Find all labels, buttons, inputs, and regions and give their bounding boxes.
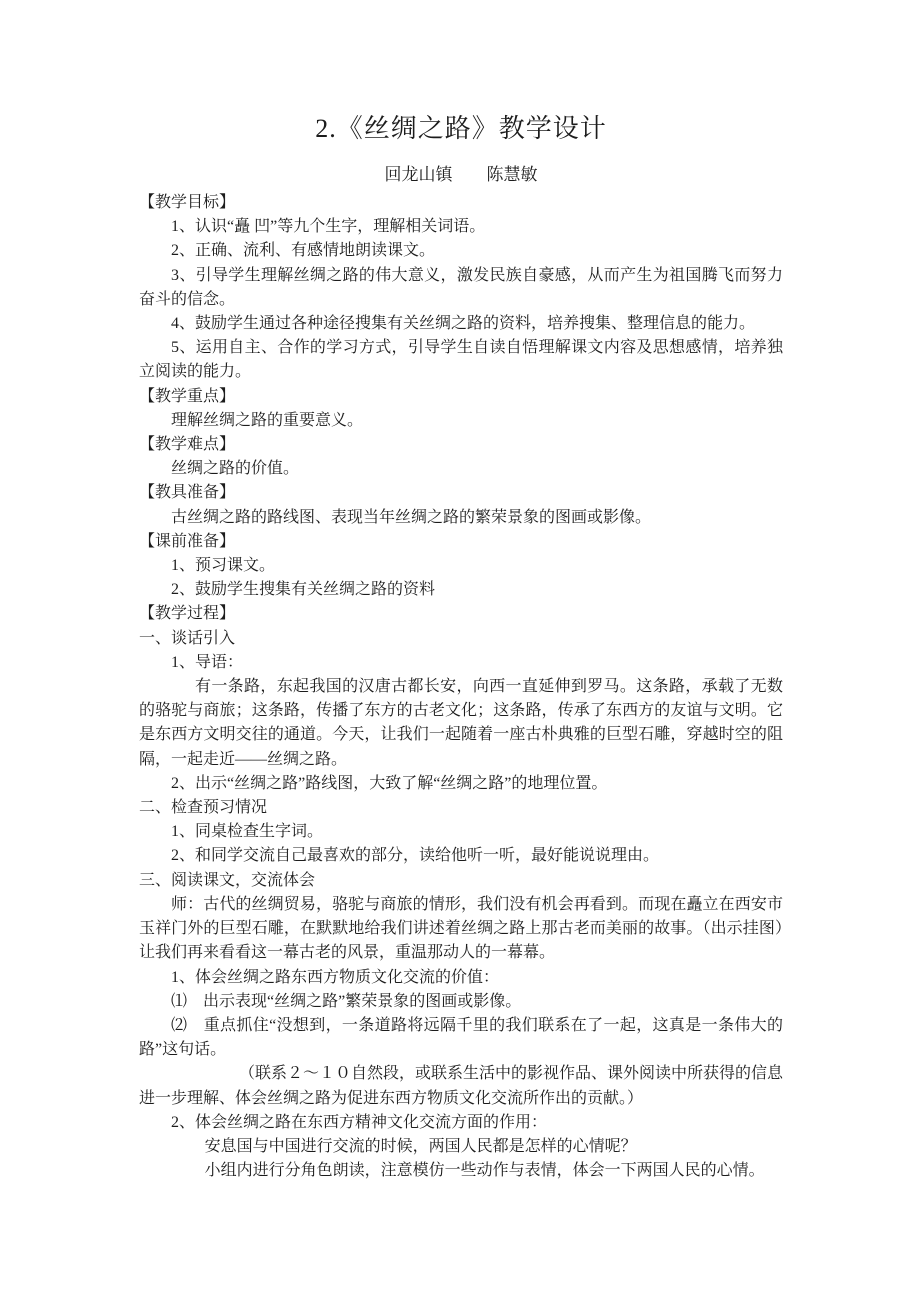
heading-preclass-preparation: 【课前准备】 <box>139 532 236 550</box>
process-3-item-1-a: ⑴ 出示表现“丝绸之路”繁荣景象的图画或影像。 <box>171 992 522 1010</box>
process-1-item-1: 1、导语： <box>171 653 244 671</box>
preparation-1: 1、预习课文。 <box>171 557 276 575</box>
teaching-aids-text: 古丝绸之路的路线图、表现当年丝绸之路的繁荣景象的图画或影像。 <box>171 508 652 526</box>
objective-3: 3、引导学生理解丝绸之路的伟大意义，激发民族自豪感，从而产生为祖国腾飞而努力奋斗的信念。 <box>139 266 783 308</box>
objective-2: 2、正确、流利、有感情地朗读课文。 <box>171 242 436 260</box>
process-3-teacher-talk: 师：古代的丝绸贸易，骆驼与商旅的情形，我们没有机会再看到。而现在矗立在西安市玉祥门外的巨型石雕，在默默地给我们讲述着丝绸之路上那古老而美丽的故事。（出示挂图）让我们再来看看这一幕古老的风景，重温那动人的一幕幕。 <box>139 895 783 962</box>
heading-teaching-process: 【教学过程】 <box>139 605 236 623</box>
process-3-item-2: 2、体会丝绸之路在东西方精神文化交流方面的作用： <box>171 1113 548 1131</box>
process-section-3: 三、阅读课文，交流体会 <box>139 871 316 889</box>
heading-teaching-aids: 【教具准备】 <box>139 484 236 502</box>
process-section-1: 一、谈话引入 <box>139 629 236 647</box>
heading-teaching-focus: 【教学重点】 <box>139 387 236 405</box>
process-3-item-1-note: （联系２～１０自然段，或联系生活中的影视作品、课外阅读中所获得的信息进一步理解、体会丝绸之路为促进东西方物质文化交流所作出的贡献。） <box>139 1065 784 1107</box>
preparation-2: 2、鼓励学生搜集有关丝绸之路的资料 <box>171 581 436 599</box>
heading-teaching-difficulty: 【教学难点】 <box>139 436 236 454</box>
process-3-item-1-b: ⑵ 重点抓住“没想到，一条道路将远隔千里的我们联系在了一起，这真是一条伟大的路”这句话。 <box>139 1016 783 1059</box>
process-3-item-2-activity: 小组内进行分角色朗读，注意模仿一些动作与表情，体会一下两国人民的心情。 <box>204 1162 765 1180</box>
document-body <box>139 112 783 1183</box>
process-2-item-2: 2、和同学交流自己最喜欢的部分，读给他听一听，最好能说说理由。 <box>171 847 660 865</box>
objective-1: 1、认识“矗 凹”等九个生字，理解相关词语。 <box>171 218 486 236</box>
objective-5: 5、运用自主、合作的学习方式，引导学生自读自悟理解课文内容及思想感情，培养独立阅读的能力。 <box>139 339 783 381</box>
document-title: 2.《丝绸之路》教学设计 <box>315 114 607 143</box>
process-1-item-2: 2、出示“丝绸之路”路线图，大致了解“丝绸之路”的地理位置。 <box>171 774 608 792</box>
process-3-item-1: 1、体会丝绸之路东西方物质文化交流的价值： <box>171 968 500 986</box>
document-text <box>139 191 783 1183</box>
teaching-focus-text: 理解丝绸之路的重要意义。 <box>171 411 364 429</box>
process-2-item-1: 1、同桌检查生字词。 <box>171 823 324 841</box>
process-section-2: 二、检查预习情况 <box>139 799 268 817</box>
process-3-item-2-question: 安息国与中国进行交流的时候，两国人民都是怎样的心情呢？ <box>204 1137 637 1155</box>
objective-4: 4、鼓励学生通过各种途径搜集有关丝绸之路的资料，培养搜集、整理信息的能力。 <box>171 315 756 333</box>
heading-teaching-objectives: 【教学目标】 <box>139 194 236 211</box>
process-1-narration: 有一条路，东起我国的汉唐古都长安，向西一直延伸到罗马。这条路，承载了无数的骆驼与商旅；这条路，传播了东方的古老文化；这条路，传承了东西方的友谊与文明。它是东西方文明交往的通道。今天，让我们一起随着一座古朴典雅的巨型石雕，穿越时空的阻隔，一起走近——丝绸之路。 <box>139 678 783 768</box>
teaching-difficulty-text: 丝绸之路的价值。 <box>171 460 300 478</box>
author-line: 回龙山镇 陈慧敏 <box>384 165 538 184</box>
